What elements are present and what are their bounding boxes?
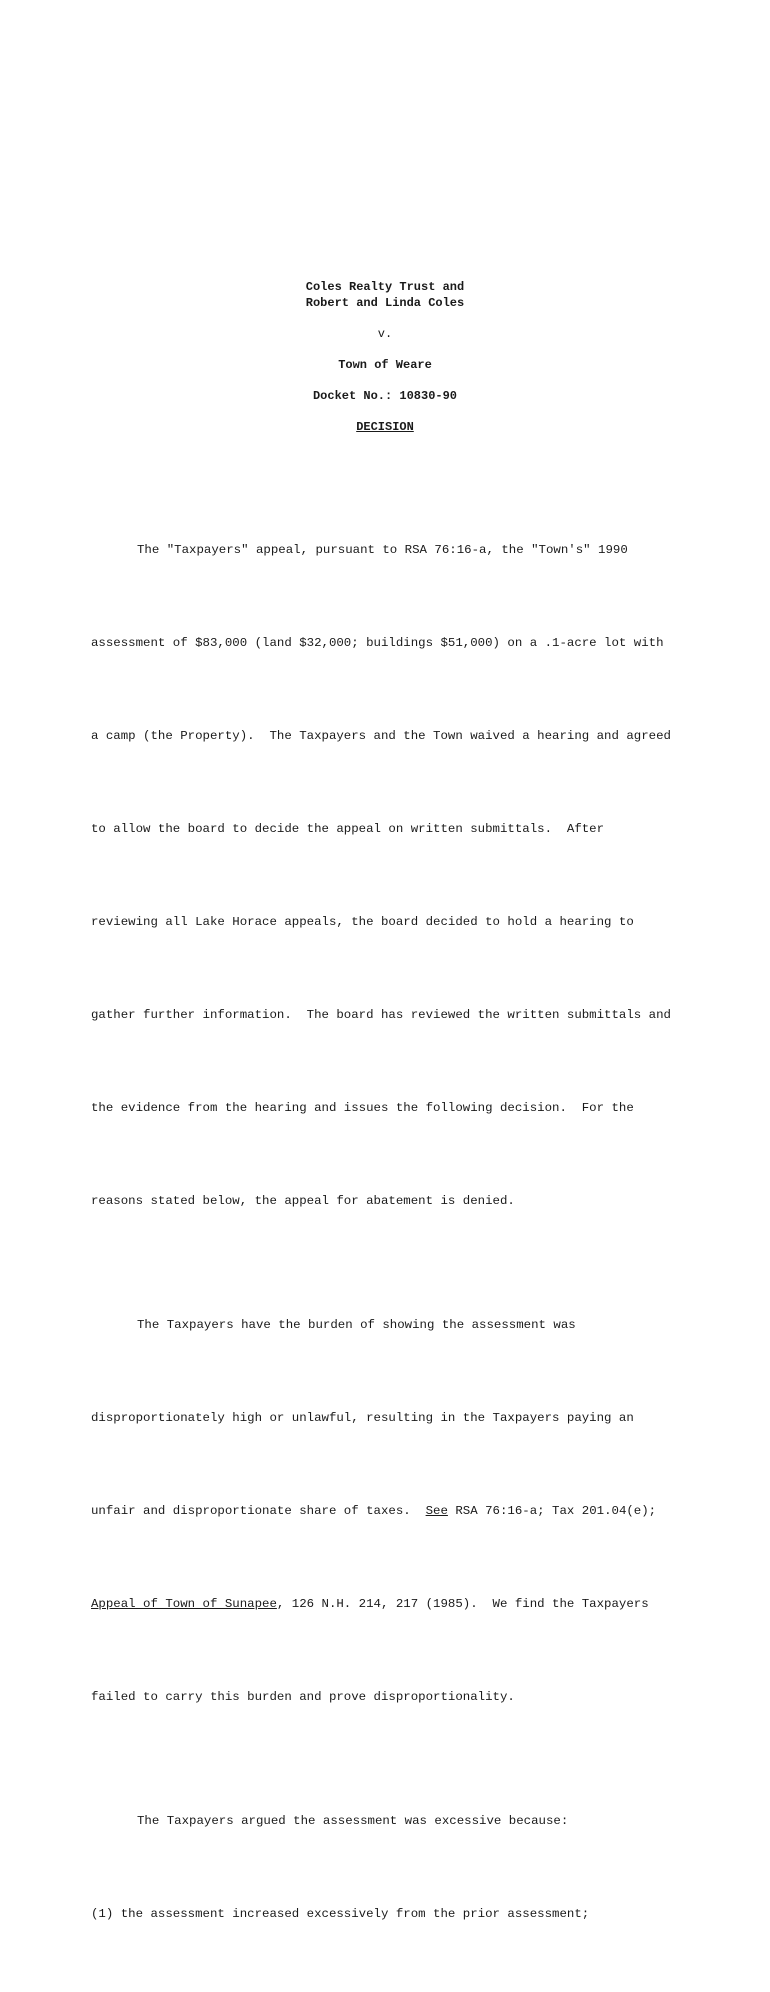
caption-party2: Town of Weare: [338, 358, 432, 372]
docket-number: Docket No.: 10830-90: [312, 389, 458, 403]
paragraph-line: reviewing all Lake Horace appeals, the board decided to hold a hearing to: [91, 915, 634, 929]
paragraph-line: (1) the assessment increased excessively from the prior assessment;: [91, 1907, 590, 1921]
paragraph-line: to allow the board to decide the appeal on written submittals. After: [91, 822, 605, 836]
text-run: unfair and disproportionate share of taxes.: [91, 1504, 426, 1518]
decision-heading: [0, 419, 770, 435]
paragraph-line: disproportionately high or unlawful, resulting in the Taxpayers paying an: [91, 1411, 634, 1425]
decision-body: [91, 473, 691, 1992]
paragraph-line: The Taxpayers have the burden of showing the assessment was: [137, 1318, 576, 1332]
caption-party1-line1: Coles Realty Trust and: [305, 280, 465, 294]
paragraph-line: failed to carry this burden and prove disproportionality.: [91, 1690, 515, 1704]
paragraph-line: assessment of $83,000 (land $32,000; buildings $51,000) on a .1-acre lot with: [91, 636, 664, 650]
text-run: RSA 76:16-a; Tax 201.04(e);: [447, 1504, 657, 1518]
caption-party1-line2: Robert and Linda Coles: [305, 296, 465, 310]
case-citation: Appeal of Town of Sunapee: [91, 1597, 277, 1611]
caption-versus: v.: [377, 327, 393, 341]
paragraph-line: reasons stated below, the appeal for abatement is denied.: [91, 1194, 515, 1208]
paragraph-line: The Taxpayers argued the assessment was excessive because:: [137, 1814, 569, 1828]
paragraph-line: [91, 1589, 691, 1620]
citation-signal: See: [425, 1504, 448, 1518]
paragraph-line: [91, 1496, 691, 1527]
paragraph-line: gather further information. The board has reviewed the written submittals and: [91, 1008, 671, 1022]
paragraph-line: the evidence from the hearing and issues the following decision. For the: [91, 1101, 634, 1115]
paragraph-line: The "Taxpayers" appeal, pursuant to RSA 76:16-a, the "Town's" 1990: [137, 543, 628, 557]
text-run: , 126 N.H. 214, 217 (1985). We find the Taxpayers: [276, 1597, 649, 1611]
paragraph-line: a camp (the Property). The Taxpayers and the Town waived a hearing and agreed: [91, 729, 671, 743]
decision-heading-text: DECISION: [356, 420, 414, 434]
